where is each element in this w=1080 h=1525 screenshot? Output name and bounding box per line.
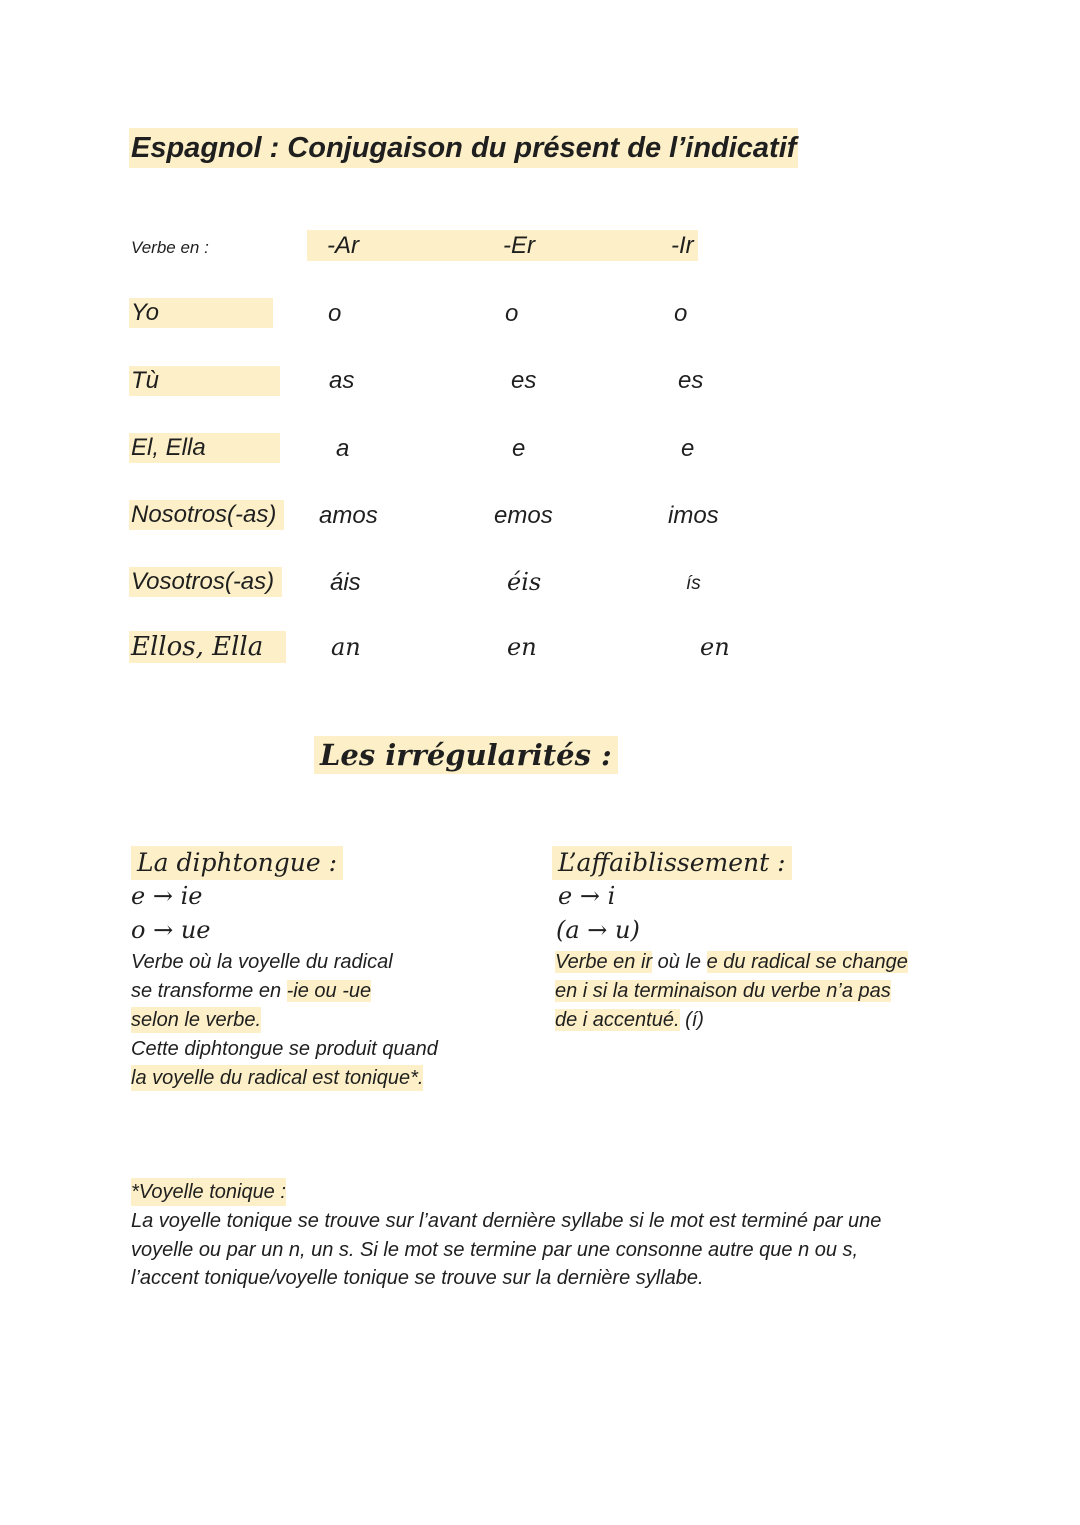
highlighted-segment: en i si la terminaison du verbe (555, 980, 827, 1002)
ending-ir: imos (668, 502, 719, 529)
affaiblissement-rule-a-u: (a → u) (556, 916, 640, 944)
ending-er: emos (494, 502, 553, 529)
pronoun-ellos-ella: Ellos, Ella (129, 631, 286, 663)
diphtongue-rule-e-ie: e → ie (131, 882, 203, 910)
note-text: voyelle ou par un n, un s. Si le mot se termine par une consonne autre que n ou s, (131, 1239, 859, 1261)
irregularities-heading: Les irrégularités : (314, 736, 618, 774)
ending-er: o (505, 300, 519, 327)
page-title: Espagnol : Conjugaison du présent de l’indicatif (129, 128, 798, 168)
highlighted-segment: ir (641, 951, 653, 973)
highlighted-segment: -ie ou -ue (286, 980, 372, 1002)
pronoun-el-ella: El, Ella (129, 433, 280, 463)
ending-er: éis (507, 568, 542, 596)
diphtongue-text: Verbe où la voyelle du radical (131, 951, 393, 973)
ending-ir: ís (686, 573, 701, 594)
header-ar: -Ar (327, 232, 359, 259)
text-segment: (í) (679, 1009, 704, 1031)
verbe-en-label: Verbe en : (131, 238, 209, 257)
pronoun-vosotros: Vosotros(-as) (129, 567, 282, 597)
diphtongue-text: Cette diphtongue se produit quand (131, 1038, 438, 1060)
text-segment: se transforme en (131, 980, 287, 1002)
affaiblissement-text (555, 949, 908, 975)
ending-ir: es (678, 367, 704, 394)
affaiblissement-title: L’affaiblissement : (552, 846, 792, 880)
header-ir: -Ir (671, 232, 694, 259)
diphtongue-rule-o-ue: o → ue (131, 916, 211, 944)
diphtongue-text (131, 978, 371, 1004)
ending-er: en (507, 633, 537, 661)
diphtongue-title: La diphtongue : (131, 846, 343, 880)
ending-ir: e (681, 435, 695, 462)
affaiblissement-text (555, 978, 891, 1004)
note-text: l’accent tonique/voyelle tonique se trouve sur la dernière syllabe. (131, 1267, 704, 1289)
ending-er: es (511, 367, 537, 394)
ending-ir: en (700, 633, 730, 661)
highlighted-segment: n’a pas (826, 980, 891, 1002)
ending-ir: o (674, 300, 688, 327)
ending-ar: as (329, 367, 355, 394)
ending-er: e (512, 435, 526, 462)
ending-ar: áis (330, 569, 361, 596)
pronoun-tu: Tù (129, 366, 280, 396)
pronoun-nosotros: Nosotros(-as) (129, 500, 284, 530)
ending-ar: a (336, 435, 350, 462)
highlighted-segment: e du radical se change (706, 951, 908, 973)
highlighted-segment: Verbe en (555, 951, 641, 973)
diphtongue-text: selon le verbe. (131, 1009, 262, 1031)
ending-ar: amos (319, 502, 378, 529)
diphtongue-text: la voyelle du radical est tonique*. (131, 1067, 424, 1089)
text-segment: où le (652, 951, 707, 973)
ending-ar: o (328, 300, 342, 327)
header-er: -Er (503, 232, 535, 259)
pronoun-yo: Yo (129, 298, 273, 328)
ending-ar: an (331, 633, 361, 661)
note-text: La voyelle tonique se trouve sur l’avant dernière syllabe si le mot est terminé par une (131, 1210, 882, 1232)
affaiblissement-rule-e-i: e → i (558, 882, 616, 910)
highlighted-segment: de i accentué. (555, 1009, 680, 1031)
note-title: *Voyelle tonique : (131, 1178, 286, 1206)
affaiblissement-text (555, 1007, 704, 1033)
